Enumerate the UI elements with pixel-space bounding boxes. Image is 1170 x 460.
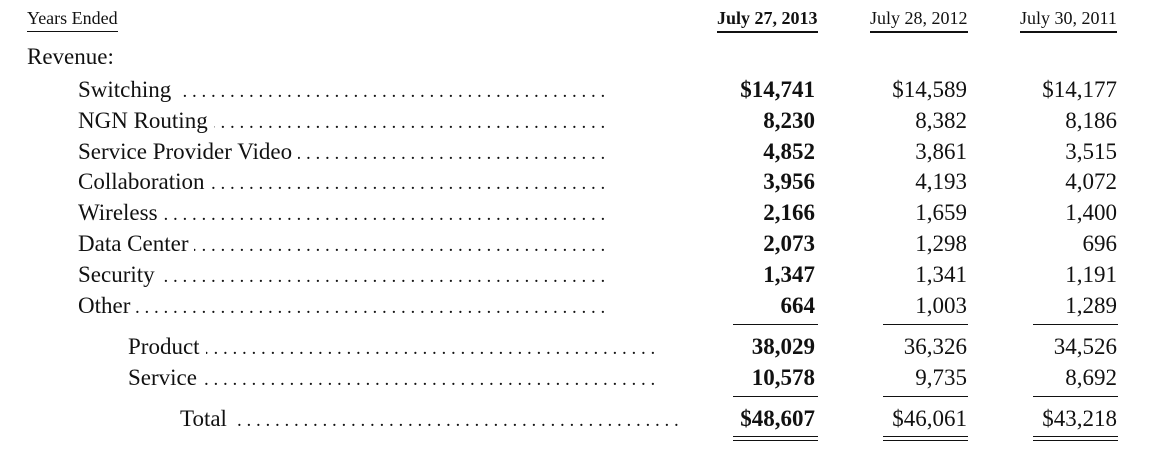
total-double-rule-top bbox=[883, 436, 968, 437]
value-2012: $14,589 bbox=[892, 77, 967, 102]
value-2013: $48,607 bbox=[740, 406, 815, 431]
row-label: Data Center . . . bbox=[78, 228, 678, 259]
total-double-rule-bottom bbox=[883, 440, 968, 441]
total-double-rule-top bbox=[733, 436, 818, 437]
value-2013: 10,578 bbox=[751, 365, 815, 390]
value-2011: 34,526 bbox=[1053, 334, 1117, 359]
table-row bbox=[0, 74, 1170, 105]
revenue-section-label: Revenue: bbox=[27, 44, 114, 69]
value-2013: 2,073 bbox=[763, 231, 815, 256]
subtotal-rule bbox=[733, 324, 818, 325]
row-label: Product . . . bbox=[128, 331, 678, 362]
table-row bbox=[0, 259, 1170, 290]
value-2012: 9,735 bbox=[915, 365, 967, 390]
value-2011: 3,515 bbox=[1065, 139, 1117, 164]
value-2011: 8,692 bbox=[1065, 365, 1117, 390]
value-2013: 8,230 bbox=[763, 108, 815, 133]
row-label: Other . . . bbox=[78, 290, 678, 321]
value-2012: 1,341 bbox=[915, 262, 967, 287]
value-2013: 1,347 bbox=[763, 262, 815, 287]
value-2011: 1,191 bbox=[1065, 262, 1117, 287]
row-label: Service Provider Video . . . bbox=[78, 136, 678, 167]
value-2013: 4,852 bbox=[763, 139, 815, 164]
subtotal-rule bbox=[883, 324, 968, 325]
value-2013: $14,741 bbox=[740, 77, 815, 102]
total-rule bbox=[883, 396, 968, 397]
value-2013: 2,166 bbox=[763, 200, 815, 225]
subtotal-rule bbox=[1033, 324, 1118, 325]
value-2012: 1,298 bbox=[915, 231, 967, 256]
column-header-2012: July 28, 2012 bbox=[870, 8, 968, 33]
table-row bbox=[0, 362, 1170, 393]
value-2012: 36,326 bbox=[903, 334, 967, 359]
row-label: Total . . . bbox=[180, 403, 678, 434]
row-label: Switching . . . bbox=[78, 74, 678, 105]
row-label: NGN Routing . . . bbox=[78, 105, 678, 136]
value-2011: 696 bbox=[1082, 231, 1117, 256]
column-header-2013: July 27, 2013 bbox=[717, 8, 818, 33]
value-2011: 8,186 bbox=[1065, 108, 1117, 133]
row-label: Security . . . bbox=[78, 259, 678, 290]
total-rule bbox=[1033, 396, 1118, 397]
table-row bbox=[0, 228, 1170, 259]
value-2012: 1,003 bbox=[915, 293, 967, 318]
value-2011: 1,289 bbox=[1065, 293, 1117, 318]
column-header-2011: July 30, 2011 bbox=[1020, 8, 1117, 33]
row-label: Collaboration . . . bbox=[78, 166, 678, 197]
table-row bbox=[0, 105, 1170, 136]
row-label: Service . . . bbox=[128, 362, 678, 393]
years-ended-header: Years Ended bbox=[27, 8, 118, 32]
table-row bbox=[0, 331, 1170, 362]
value-2011: 4,072 bbox=[1065, 169, 1117, 194]
value-2012: $46,061 bbox=[892, 406, 967, 431]
value-2013: 38,029 bbox=[751, 334, 815, 359]
value-2012: 4,193 bbox=[915, 169, 967, 194]
value-2011: $43,218 bbox=[1042, 406, 1117, 431]
value-2012: 3,861 bbox=[915, 139, 967, 164]
value-2012: 1,659 bbox=[915, 200, 967, 225]
value-2011: $14,177 bbox=[1042, 77, 1117, 102]
table-row bbox=[0, 136, 1170, 167]
total-double-rule-bottom bbox=[733, 440, 818, 441]
table-row bbox=[0, 166, 1170, 197]
total-double-rule-top bbox=[1033, 436, 1118, 437]
value-2011: 1,400 bbox=[1065, 200, 1117, 225]
total-rule bbox=[733, 396, 818, 397]
value-2013: 664 bbox=[780, 293, 815, 318]
row-label: Wireless . . . bbox=[78, 197, 678, 228]
total-double-rule-bottom bbox=[1033, 440, 1118, 441]
table-row bbox=[0, 290, 1170, 321]
value-2012: 8,382 bbox=[915, 108, 967, 133]
value-2013: 3,956 bbox=[763, 169, 815, 194]
total-row bbox=[0, 403, 1170, 434]
table-row bbox=[0, 197, 1170, 228]
